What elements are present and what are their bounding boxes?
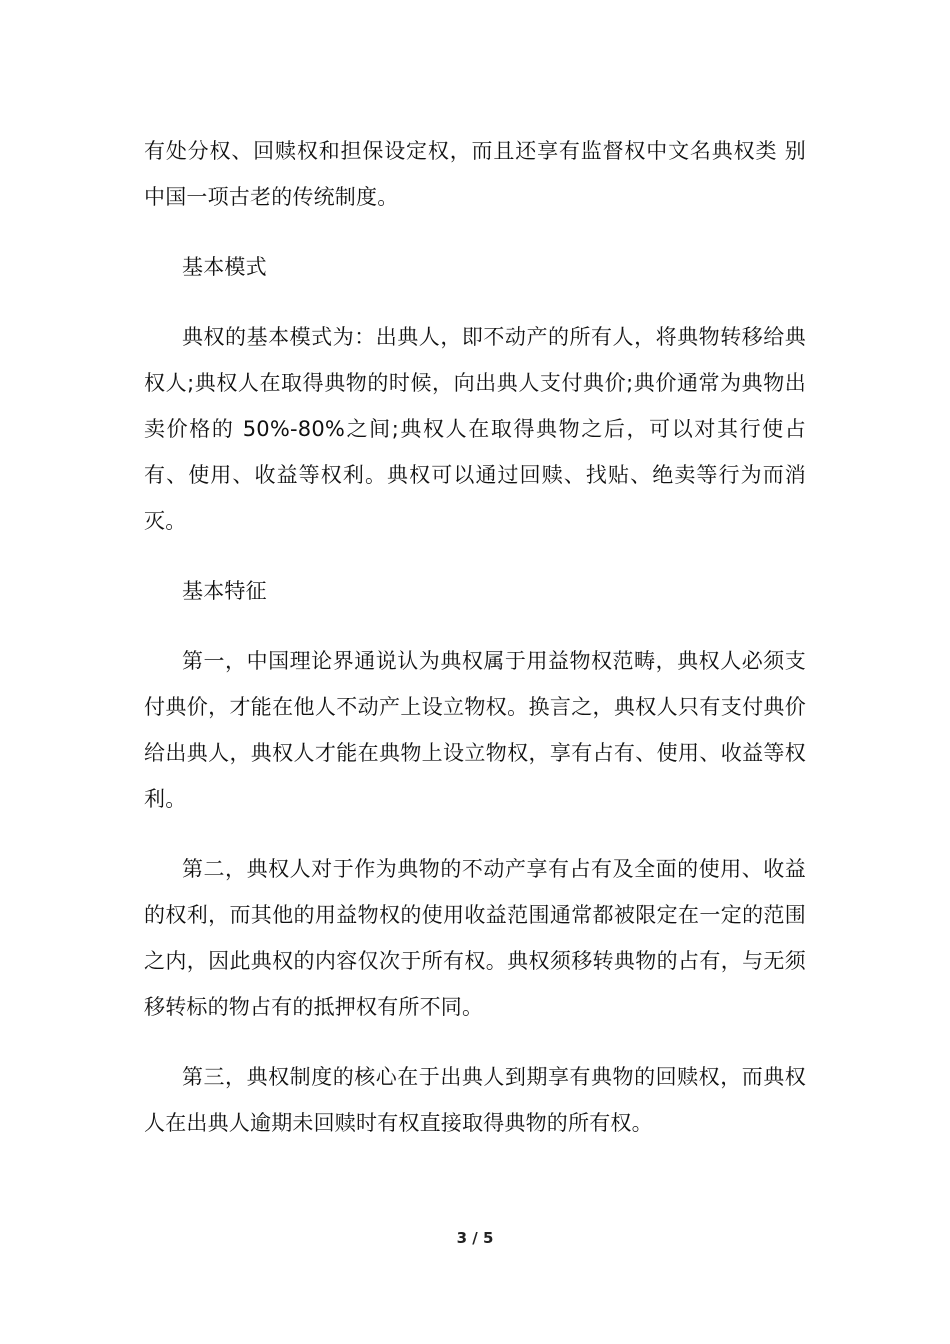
page-number: 3 / 5 [456, 1229, 494, 1247]
document-body [144, 128, 806, 1146]
section-heading-basic-features: 基本特征 [182, 579, 267, 603]
section-heading-basic-mode: 基本模式 [182, 255, 267, 279]
paragraph-feature-2: 第二，典权人对于作为典物的不动产享有占有及全面的使用、收益的权利，而其他的用益物权的使用收益范围通常都被限定在一定的范围之内，因此典权的内容仅次于所有权。典权须移转典物的占有，与无须移转标的物占有的抵押权有所不同。 [144, 857, 806, 1019]
paragraph-1: 有处分权、回赎权和担保设定权，而且还享有监督权中文名典权类 别中国一项古老的传统制度。 [144, 139, 806, 209]
paragraph-basic-mode: 典权的基本模式为：出典人，即不动产的所有人，将典物转移给典权人;典权人在取得典物的时候，向出典人支付典价;典价通常为典物出卖价格的 50%-80%之间;典权人在取得典物之后，可以对其行使占有、使用、收益等权利。典权可以通过回赎、找贴、绝卖等行为而消灭。 [144, 325, 806, 533]
paragraph-feature-3: 第三，典权制度的核心在于出典人到期享有典物的回赎权，而典权人在出典人逾期未回赎时有权直接取得典物的所有权。 [144, 1065, 806, 1135]
paragraph-feature-1: 第一，中国理论界通说认为典权属于用益物权范畴，典权人必须支付典价，才能在他人不动产上设立物权。换言之，典权人只有支付典价给出典人，典权人才能在典物上设立物权，享有占有、使用、收益等权利。 [144, 649, 806, 811]
